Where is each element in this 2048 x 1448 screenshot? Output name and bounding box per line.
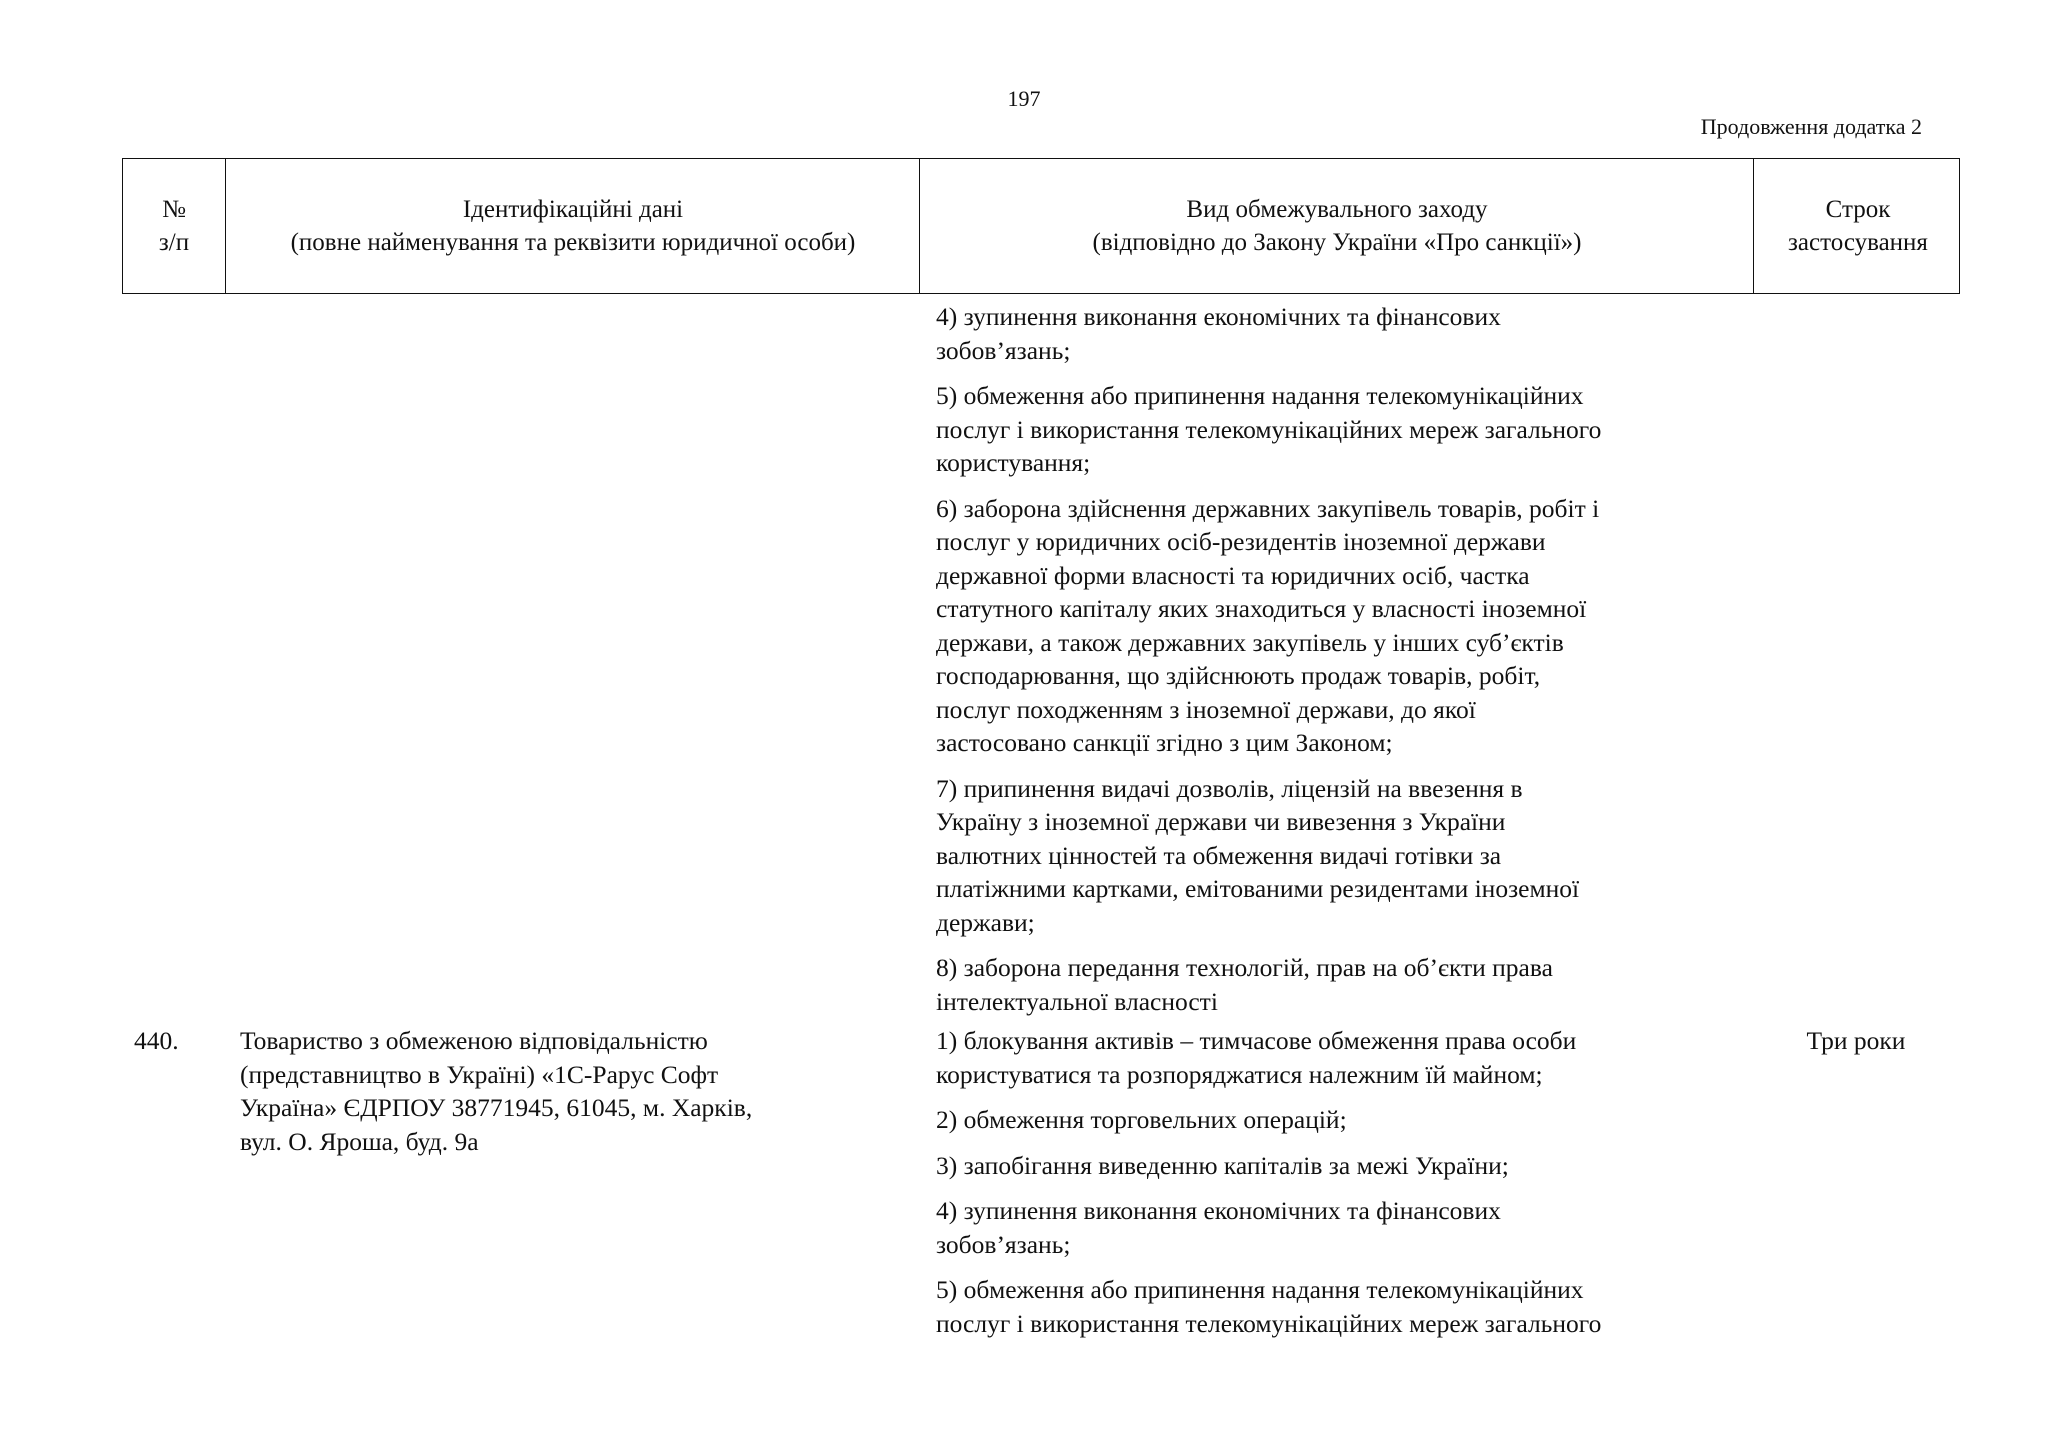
measure-line: статутного капіталу яких знаходиться у власності іноземної — [936, 594, 1587, 623]
measure-line: 5) обмеження або припинення надання телекомунікаційних — [936, 381, 1584, 410]
row-term: Три роки — [1806, 1026, 1906, 1055]
measure-line: платіжними картками, емітованими резидентами іноземної — [936, 874, 1580, 903]
continued-measures — [936, 300, 1726, 1030]
measure-line: інтелектуальної власності — [936, 986, 1218, 1016]
measure-line: Україну з іноземної держави чи вивезення з України — [936, 807, 1506, 836]
header-term-line: Строк — [1825, 196, 1891, 223]
measure-line: користуватися та розпоряджатися належним їй майном; — [936, 1059, 1543, 1089]
table-header — [122, 158, 1960, 294]
measure-item — [936, 492, 1726, 760]
identification-line: Україна» ЄДРПОУ 38771945, 61045, м. Харків, — [240, 1093, 753, 1122]
sanctions-table — [122, 158, 1960, 294]
measure-line: застосовано санкції згідно з цим Законом; — [936, 728, 1393, 757]
header-number-line: № — [162, 196, 186, 223]
header-term-line: застосування — [1788, 229, 1928, 256]
header-term — [1753, 159, 1962, 293]
measure-line: 5) обмеження або припинення надання телекомунікаційних — [936, 1275, 1584, 1304]
measure-line: валютних цінностей та обмеження видачі готівки за — [936, 840, 1502, 870]
measure-item — [936, 951, 1726, 1018]
measure-line: послуг у юридичних осіб-резидентів іноземної держави — [936, 527, 1546, 556]
measure-line: господарювання, що здійснюють продаж товарів, робіт, — [936, 661, 1541, 690]
measure-line: держави, а також державних закупівель у інших суб’єктів — [936, 627, 1564, 657]
header-identification-line: (повне найменування та реквізити юридичної особи) — [290, 229, 856, 256]
row-number: 440. — [134, 1026, 179, 1055]
measure-item — [936, 772, 1726, 940]
measure-item — [936, 1194, 1726, 1261]
measure-item — [936, 1024, 1726, 1091]
header-measure-line: Вид обмежувального заходу — [1186, 196, 1488, 223]
measure-line: 1) блокування активів – тимчасове обмеження права особи — [936, 1026, 1577, 1055]
measure-line: держави; — [936, 907, 1035, 937]
measure-line: 6) заборона здійснення державних закупівель товарів, робіт і — [936, 493, 1600, 523]
measure-line: 3) запобігання виведенню капіталів за межі України; — [936, 1150, 1509, 1180]
row-identification — [240, 1024, 752, 1158]
header-measure-line: (відповідно до Закону України «Про санкції») — [1092, 229, 1582, 256]
measure-line: користування; — [936, 448, 1091, 477]
measure-line: зобов’язань; — [936, 1229, 1071, 1259]
header-identification-line: Ідентифікаційні дані — [462, 196, 684, 223]
measure-line: послуг походженням з іноземної держави, до якої — [936, 694, 1476, 724]
header-measure — [919, 159, 1754, 293]
identification-line: (представництво в Україні) «1С-Рарус Софт — [240, 1059, 719, 1089]
measure-line: 7) припинення видачі дозволів, ліцензій на ввезення в — [936, 773, 1523, 803]
identification-line: Товариство з обмеженою відповідальністю — [240, 1026, 708, 1055]
measure-line: 4) зупинення виконання економічних та фінансових — [936, 1196, 1501, 1225]
measure-item — [936, 1149, 1726, 1183]
row-measures — [936, 1024, 1726, 1352]
measure-line: зобов’язань; — [936, 335, 1071, 365]
header-identification — [225, 159, 920, 293]
measure-line: послуг і використання телекомунікаційних мереж загального — [936, 1308, 1602, 1338]
identification-line: вул. О. Яроша, буд. 9а — [240, 1126, 479, 1156]
measure-line: 2) обмеження торговельних операцій; — [936, 1105, 1347, 1134]
measure-item — [936, 1273, 1726, 1340]
measure-item — [936, 1103, 1726, 1137]
header-number-line: з/п — [158, 229, 190, 256]
continuation-label: Продовження додатка 2 — [1700, 114, 1922, 139]
measure-line: державної форми власності та юридичних осіб, частка — [936, 560, 1530, 590]
measure-line: послуг і використання телекомунікаційних мереж загального — [936, 414, 1602, 444]
page-number: 197 — [1007, 86, 1041, 111]
measure-item — [936, 379, 1726, 480]
measure-line: 4) зупинення виконання економічних та фінансових — [936, 302, 1501, 331]
measure-line: 8) заборона передання технологій, прав на об’єкти права — [936, 953, 1553, 982]
measure-item — [936, 300, 1726, 367]
header-number — [123, 159, 225, 293]
